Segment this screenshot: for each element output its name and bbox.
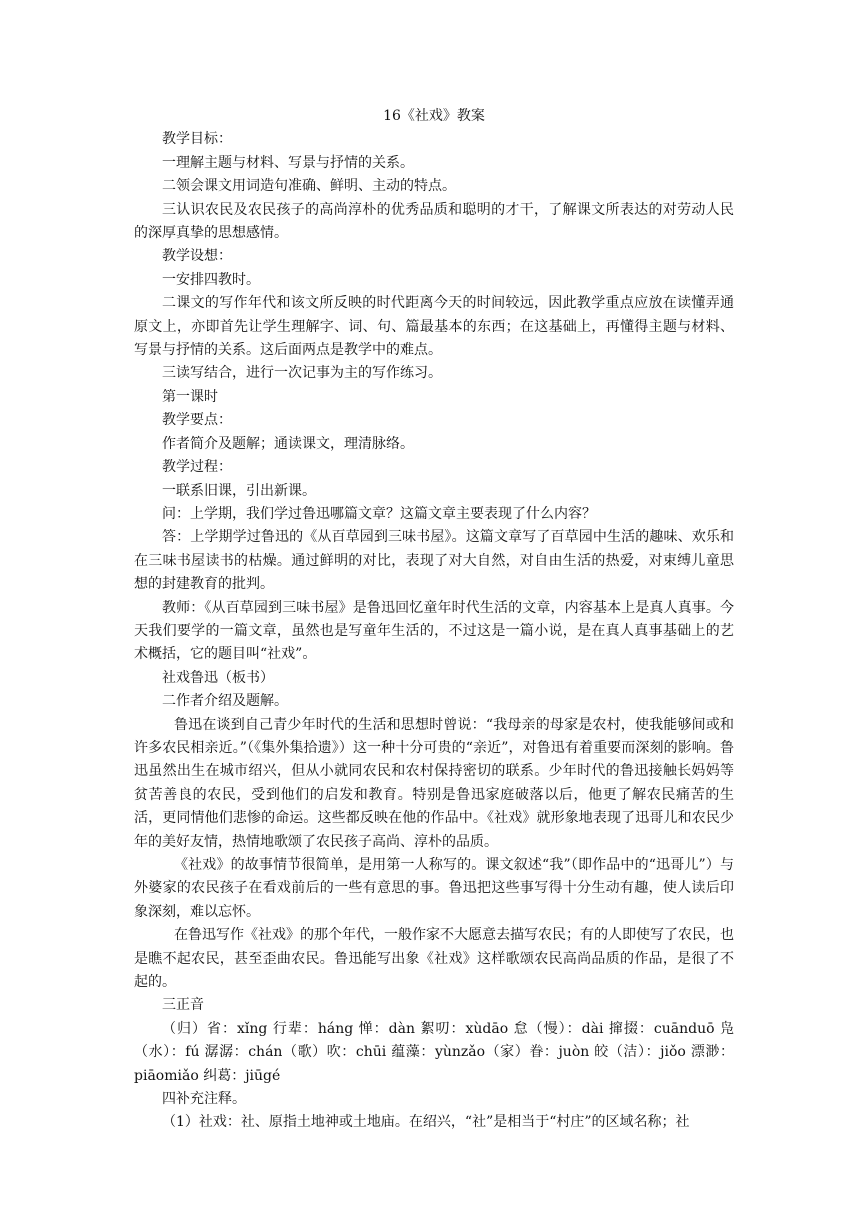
paragraph-goal-1: 一理解主题与材料、写景与抒情的关系。: [162, 154, 414, 171]
paragraph-plan-3: 三读写结合，进行一次记事为主的写作练习。: [162, 365, 442, 382]
document-page: [134, 105, 734, 1135]
paragraph-answer: 答：上学期学过鲁迅的《从百草园到三味书屋》。这篇文章写了百草园中生活的趣味、欢乐和在三味书屋读书的枯燥。通过鲜明的对比，表现了对大自然，对自由生活的热爱，对束缚儿童思想的封建教育的批判。: [134, 529, 734, 593]
paragraph-teacher: 教师：《从百草园到三味书屋》是鲁迅回忆童年时代生活的文章，内容基本上是真人真事。今天我们要学的一篇文章，虽然也是写童年生活的，不过这是一篇小说，是在真人真事基础上的艺术概括，它的题目叫“社戏”。: [134, 599, 734, 663]
paragraph-story: 《社戏》的故事情节很简单，是用第一人称写的。课文叙述“我”（即作品中的“迅哥儿”）与外婆家的农民孩子在看戏前后的一些有意思的事。鲁迅把这些事写得十分生动有趣，使人读后印象深刻，难以忘怀。: [134, 857, 734, 920]
paragraph-era: 在鲁迅写作《社戏》的那个年代，一般作家不大愿意去描写农民；有的人即使写了农民，也是瞧不起农民，甚至歪曲农民。鲁迅能写出象《社戏》这样歌颂农民高尚品质的作品，是很了不起的。: [134, 927, 734, 991]
paragraph-key-points-heading: 教学要点：: [162, 412, 232, 429]
paragraph-plan-2: 二课文的写作年代和该文所反映的时代距离今天的时间较远，因此教学重点应放在读懂弄通原文上，亦即首先让学生理解字、词、句、篇最基本的东西；在这基础上，再懂得主题与材料、写景与抒情的关系。这后面两点是教学中的难点。: [134, 295, 734, 359]
paragraph-pronunciation: （归）省：xǐng 行辈：háng 惮：dàn 絮叨：xùdāo 怠（慢）：dài 撺掇：cuānduō 凫（水）：fú 潺潺：chán（歌）吹：chūi 蕴藻：yùnzǎo（家）眷：juòn 皎（洁）：jiǒo 漂渺：piāomiǎo 纠葛：jiūgé: [134, 1020, 734, 1084]
paragraph-step-4: 四补充注释。: [162, 1091, 246, 1108]
paragraph-question: 问：上学期，我们学过鲁迅哪篇文章？这篇文章主要表现了什么内容？: [162, 505, 596, 522]
paragraph-goal-3: 三认识农民及农民孩子的高尚淳朴的优秀品质和聪明的才干，了解课文所表达的对劳动人民的深厚真挚的思想感情。: [134, 201, 734, 242]
paragraph-step-3: 三正音: [162, 997, 204, 1014]
paragraph-author-intro: 鲁迅在谈到自己青少年时代的生活和思想时曾说：“我母亲的母家是农村，使我能够间或和许多农民相亲近。”（《集外集拾遗》）这一种十分可贵的“亲近”，对鲁迅有着重要而深刻的影响。鲁迅虽然出生在城市绍兴，但从小就同农民和农村保持密切的联系。少年时代的鲁迅接触长妈妈等贫苦善良的农民，受到他们的启发和教育。特别是鲁迅家庭破落以后，他更了解农民痛苦的生活，更同情他们悲惨的命运。这些都反映在他的作品中。《社戏》就形象地表现了迅哥儿和农民少年的美好友情，热情地歌颂了农民孩子高尚、淳朴的品质。: [134, 716, 734, 850]
paragraph-process-heading: 教学过程：: [162, 459, 232, 476]
paragraph-blackboard: 社戏鲁迅（板书）: [162, 669, 274, 686]
paragraph-goal-2: 二领会课文用词造句准确、鲜明、主动的特点。: [162, 178, 456, 195]
paragraph-note-1: （1）社戏：社、原指土地神或土地庙。在绍兴，“社”是相当于“村庄”的区域名称；社: [162, 1114, 690, 1131]
paragraph-lesson-1-heading: 第一课时: [162, 388, 218, 405]
paragraph-plan-1: 一安排四教时。: [162, 271, 260, 288]
paragraph-teaching-goals-heading: 教学目标：: [162, 131, 232, 148]
paragraph-step-2: 二作者介绍及题解。: [162, 693, 288, 710]
paragraph-step-1: 一联系旧课，引出新课。: [162, 482, 316, 499]
document-title: 16《社戏》教案: [383, 108, 485, 124]
paragraph-teaching-plan-heading: 教学设想：: [162, 248, 232, 265]
paragraph-key-points: 作者简介及题解；通读课文，理清脉络。: [162, 435, 414, 452]
